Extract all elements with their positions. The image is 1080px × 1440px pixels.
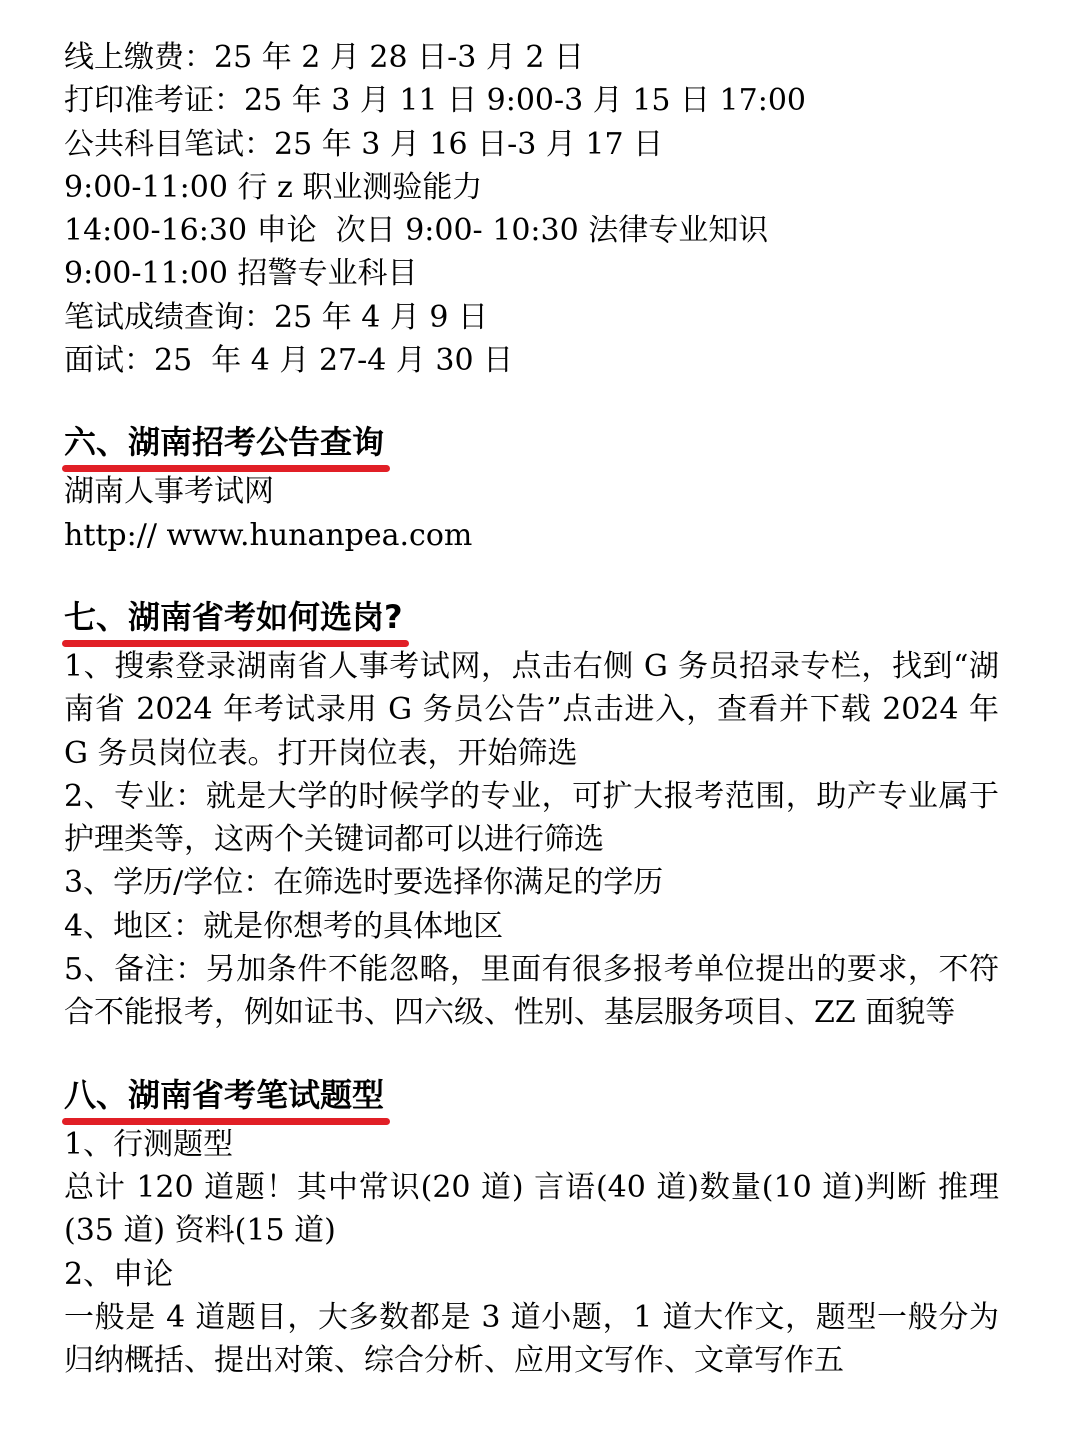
section-6-heading: 六、湖南招考公告查询: [64, 423, 385, 462]
schedule-line-written-exam: 公共科目笔试：25 年 3 月 16 日-3 月 17 日: [64, 126, 664, 162]
section-6-red-underline: [62, 465, 390, 472]
section-7-item-3: 3、学历/学位：在筛选时要选择你满足的学历: [64, 865, 664, 901]
section-8: [64, 1059, 999, 1383]
section-7-red-underline: [62, 640, 409, 647]
schedule-line-police-exam: 9:00-11:00 招警专业科目: [64, 256, 418, 292]
section-7-heading-wrap: [64, 595, 403, 639]
section-8-sub1-title: 1、行测题型: [64, 1126, 234, 1162]
schedule-line-score-query: 笔试成绩查询：25 年 4 月 9 日: [64, 299, 489, 335]
schedule-line-admission-ticket: 打印准考证：25 年 3 月 11 日 9:00-3 月 15 日 17:00: [64, 83, 807, 119]
section-8-sub1-text: 总计 120 道题！其中常识(20 道) 言语(40 道)数量(10 道)判断 推理(35 道) 资料(15 道): [64, 1169, 999, 1249]
section-6: [64, 406, 999, 557]
schedule-line-essay-law: 14:00-16:30 申论 次日 9:00- 10:30 法律专业知识: [64, 213, 769, 249]
section-8-sub2-title: 2、申论: [64, 1256, 174, 1292]
section-7-item-2: 2、专业：就是大学的时候学的专业，可扩大报考范围，助产专业属于护理类等，这两个关键词都可以进行筛选: [64, 778, 999, 858]
section-8-red-underline: [62, 1118, 390, 1125]
site-url: http:// www.hunanpea.com: [64, 517, 473, 553]
schedule-line-interview: 面试：25 年 4 月 27-4 月 30 日: [64, 343, 514, 379]
section-7-item-5: 5、备注：另加条件不能忽略，里面有很多报考单位提出的要求，不符合不能报考，例如证书、四六级、性别、基层服务项目、ZZ 面貌等: [64, 952, 999, 1031]
section-8-heading-wrap: [64, 1073, 384, 1117]
document-body: [64, 36, 999, 1382]
section-7-item-1: 1、搜索登录湖南省人事考试网，点击右侧 G 务员招录专栏，找到“湖南省 2024 年考试录用 G 务员公告”点击进入，查看并下载 2024 年 G 务员岗位表。打开岗位表，开始筛选: [64, 648, 999, 771]
section-8-sub2-text: 一般是 4 道题目，大多数都是 3 道小题，1 道大作文，题型一般分为归纳概括、提出对策、综合分析、应用文写作、文章写作五: [64, 1299, 999, 1379]
section-8-heading: 八、湖南省考笔试题型: [64, 1075, 385, 1114]
site-name: 湖南人事考试网: [64, 474, 274, 510]
schedule-line-aptitude-test: 9:00-11:00 行 z 职业测验能力: [64, 169, 483, 205]
section-6-heading-wrap: [64, 420, 384, 464]
section-7: [64, 581, 999, 1035]
section-7-item-4: 4、地区：就是你想考的具体地区: [64, 908, 504, 944]
schedule-line-payment: 线上缴费：25 年 2 月 28 日-3 月 2 日: [64, 40, 585, 75]
section-7-heading: 七、湖南省考如何选岗?: [64, 597, 403, 636]
schedule-block: [64, 36, 999, 382]
